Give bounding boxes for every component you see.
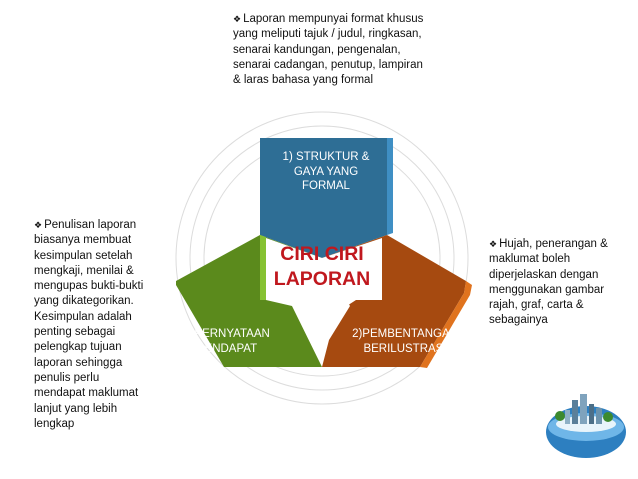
note-format-laporan: [233, 12, 423, 88]
text-line: [233, 12, 423, 27]
text-line: [34, 233, 143, 248]
text-line-content: pelengkap tujuan: [34, 341, 122, 354]
text-line: [489, 283, 608, 298]
text-line-content: GAYA YANG: [293, 165, 359, 178]
text-line: [34, 356, 143, 371]
globe-city-logo-icon: [546, 394, 626, 458]
text-line-content: laporan sehingga: [34, 356, 123, 369]
text-line-content: menggunakan gambar: [489, 283, 605, 296]
text-line: [34, 417, 143, 432]
text-line: [489, 298, 608, 313]
text-line: [34, 371, 143, 386]
text-line-content: diperjelaskan dengan: [489, 268, 599, 281]
text-line-content: sebagainya: [489, 314, 548, 327]
text-line: [34, 279, 143, 294]
text-line: [489, 268, 608, 283]
text-line: [34, 249, 143, 264]
text-line: [278, 165, 374, 180]
text-line: [340, 327, 470, 342]
text-line: [233, 27, 423, 42]
text-line-content: & laras bahasa yang formal: [233, 74, 373, 87]
text-line: [489, 313, 608, 328]
text-line: [262, 242, 382, 267]
text-line: [176, 327, 278, 342]
text-line-content: mengkaji, menilai &: [34, 264, 134, 277]
text-line: [34, 218, 143, 233]
text-line-content: mendapat maklumat: [34, 387, 139, 400]
label-pembentangan: [340, 327, 470, 356]
text-line-content: senarai kandungan, pengenalan,: [233, 43, 401, 56]
text-line-content: senarai cadangan, penutup, lampiran: [233, 58, 423, 71]
text-line-content: BERILUSTRASI: [363, 342, 447, 355]
text-line-content: penulis perlu: [34, 371, 100, 384]
text-line-content: CIRI CIRI: [280, 243, 364, 265]
text-line: [176, 342, 278, 357]
label-struktur: [278, 150, 374, 194]
text-line-content: maklumat boleh: [489, 253, 571, 266]
text-line: [278, 150, 374, 165]
text-line-content: lanjut yang lebih: [34, 402, 118, 415]
text-line-content: yang dikategorikan.: [34, 295, 134, 308]
text-line-content: yang meliputi tajuk / judul, ringkasan,: [233, 28, 422, 41]
note-kesimpulan: [34, 218, 143, 432]
text-line: [34, 325, 143, 340]
text-line: [34, 310, 143, 325]
text-line: [278, 179, 374, 194]
text-line: [489, 252, 608, 267]
text-line-content: biasanya membuat: [34, 234, 132, 247]
note-hujah: [489, 237, 608, 329]
text-line-content: lengkap: [34, 417, 75, 430]
text-line-content: Laporan mempunyai format khusus: [243, 13, 424, 25]
text-line: [34, 294, 143, 309]
text-line: [34, 264, 143, 279]
text-line-content: 3)PERNYATAAN: [184, 328, 270, 340]
text-line-content: Penulisan laporan: [44, 219, 137, 231]
text-line-content: 2)PEMBENTANGAN: [352, 328, 458, 340]
text-line: [262, 267, 382, 292]
text-line-content: mengupas bukti-bukti: [34, 280, 144, 293]
text-line-content: LAPORAN: [273, 268, 371, 290]
label-pernyataan: [176, 327, 278, 356]
diamond-bullet-icon: ❖: [34, 220, 43, 230]
text-line-content: 1) STRUKTUR &: [282, 151, 370, 163]
diamond-bullet-icon: ❖: [489, 239, 498, 249]
text-line-content: rajah, graf, carta &: [489, 299, 584, 312]
text-line-content: Kesimpulan adalah: [34, 310, 132, 323]
center-title: [262, 242, 382, 292]
text-line: [340, 342, 470, 357]
text-line: [233, 58, 423, 73]
text-line: [233, 43, 423, 58]
text-line: [489, 237, 608, 252]
text-line-content: kesimpulan setelah: [34, 249, 133, 262]
text-line-content: penting sebagai: [34, 326, 116, 339]
text-line: [34, 386, 143, 401]
text-line-content: PENDAPAT: [196, 342, 258, 355]
text-line-content: FORMAL: [302, 180, 350, 192]
text-line: [233, 73, 423, 88]
diamond-bullet-icon: ❖: [233, 14, 242, 24]
text-line-content: Hujah, penerangan &: [499, 238, 608, 250]
text-line: [34, 402, 143, 417]
text-line: [34, 340, 143, 355]
